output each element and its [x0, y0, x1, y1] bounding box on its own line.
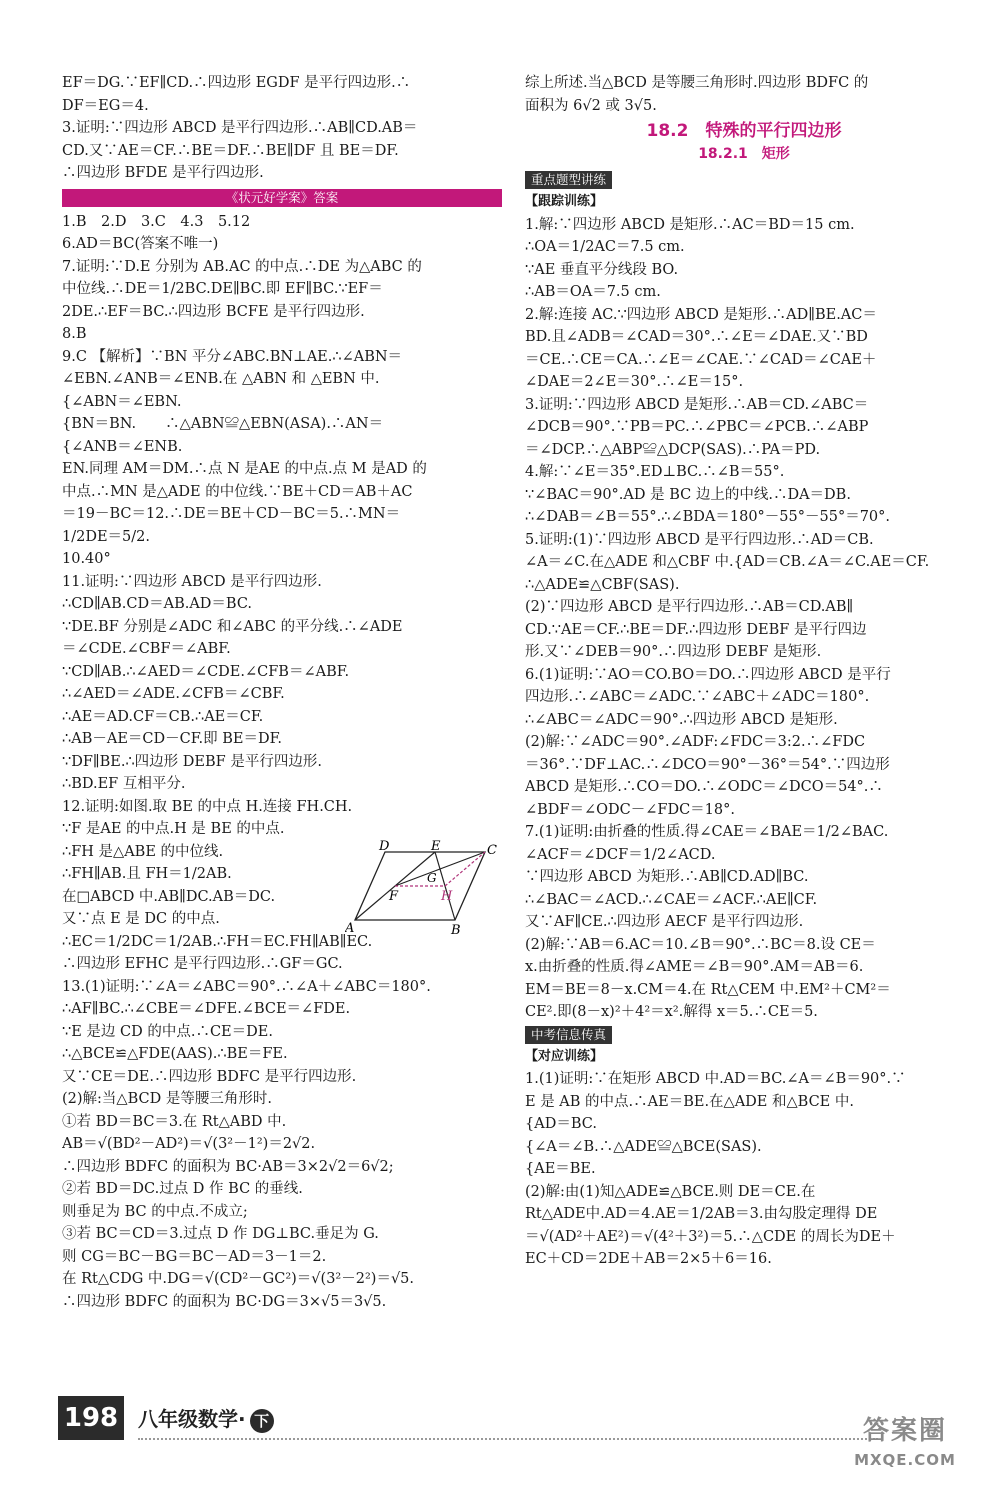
text-line: ∴四边形 BDFC 的面积为 BC·DG＝3×√5＝3√5.: [62, 1293, 387, 1310]
tracking-training-label: 【跟踪训练】: [525, 194, 604, 209]
text-line: ∠A＝∠C.在△ADE 和△CBF 中.{AD＝CB.∠A＝∠C.AE＝CF.: [525, 554, 930, 570]
text-line: {BN＝BN. ∴△ABN≌△EBN(ASA).∴AN＝: [62, 416, 384, 432]
watermark-url: MXQE.COM: [854, 1451, 956, 1469]
text-line: 10.40°: [62, 551, 111, 567]
text-line: ＝CE.∴CE＝CA.∴∠E＝∠CAE.∵∠CAD＝∠CAE＋: [525, 351, 877, 368]
left-part-a: [62, 72, 502, 185]
text-line: ∴CD∥AB.CD＝AB.AD＝BC.: [62, 596, 253, 612]
text-line: ∠DCB＝90°.∵PB＝PC.∴∠PBC＝∠PCB.∴∠ABP: [525, 419, 869, 435]
text-line: 则垂足为 BC 的中点.不成立;: [62, 1203, 248, 1220]
text-line: ③若 BC＝CD＝3.过点 D 作 DG⊥BC.垂足为 G.: [62, 1226, 379, 1242]
text-line: ∴△BCE≌△FDE(AAS).∴BE＝FE.: [62, 1046, 288, 1062]
text-line: (2)解:∵AB＝6.AC＝10.∠B＝90°.∴BC＝8.设 CE＝: [525, 936, 876, 953]
text-line: 1.(1)证明:∵在矩形 ABCD 中.AD＝BC.∠A＝∠B＝90°.∵: [525, 1071, 906, 1087]
text-line: ∵∠BAC＝90°.AD 是 BC 边上的中线.∴DA＝DB.: [525, 486, 851, 503]
label-a: A: [345, 921, 355, 936]
label-b: B: [451, 923, 461, 938]
text-line: E 是 AB 的中点.∴AE＝BE.在△ADE 和△BCE 中.: [525, 1093, 854, 1110]
text-line: 6.AD＝BC(答案不唯一): [62, 236, 219, 252]
text-line: ∵DF∥BE.∴四边形 DEBF 是平行四边形.: [62, 753, 322, 770]
text-line: 在□ABCD 中.AB∥DC.AB＝DC.: [62, 888, 276, 905]
left-part-b: [62, 211, 502, 1314]
text-line: (2)解:由(1)知△ADE≌△BCE.则 DE＝CE.在: [525, 1183, 816, 1200]
key-exercise-tag: 重点题型讲练: [525, 171, 612, 189]
text-line: CD.∵AE＝CF.∴BE＝DF.∴四边形 DEBF 是平行四边: [525, 621, 867, 638]
text-line: 12.证明:如图.取 BE 的中点 H.连接 FH.CH.: [62, 798, 353, 815]
right-part-a: [525, 72, 963, 117]
text-line: x.由折叠的性质.得∠AME＝∠B＝90°.AM＝AB＝6.: [525, 959, 864, 975]
text-line: ∴FH 是△ABE 的中位线.: [62, 843, 224, 860]
text-line: 在 Rt△CDG 中.DG＝√(CD²－GC²)＝√(3²－2²)＝√5.: [62, 1271, 415, 1287]
text-line: 8.B: [62, 326, 87, 342]
text-line: {AE＝BE.: [525, 1161, 596, 1177]
text-line: ∵DE.BF 分别是∠ADC 和∠ABC 的平分线.∴∠ADE: [62, 618, 403, 635]
footer-divider: [138, 1438, 878, 1440]
book-title-text: 八年级数学·: [138, 1407, 246, 1431]
text-line: 5.证明:(1)∵四边形 ABCD 是平行四边形.∴AD＝CB.: [525, 531, 874, 548]
left-column: [62, 72, 502, 1313]
text-line: 6.(1)证明:∵AO＝CO.BO＝DO.∴四边形 ABCD 是平行: [525, 666, 891, 683]
text-line: ∵四边形 ABCD 为矩形.∴AB∥CD.AD∥BC.: [525, 869, 809, 885]
text-line: CD.又∵AE＝CF.∴BE＝DF.∴BE∥DF 且 BE＝DF.: [62, 142, 399, 159]
text-line: Rt△ADE中.AD＝4.AE＝1/2AB＝3.由勾股定理得 DE: [525, 1206, 878, 1222]
text-line: 2.解:连接 AC.∵四边形 ABCD 是矩形.∴AD∥BE.AC＝: [525, 306, 877, 323]
text-line: DF＝EG＝4.: [62, 97, 149, 114]
page-footer: [58, 1396, 958, 1446]
label-g: G: [427, 871, 437, 885]
text-line: BD.且∠ADB＝∠CAD＝30°.∴∠E＝∠DAE.又∵BD: [525, 329, 868, 345]
label-e: E: [431, 840, 441, 854]
text-line: ∴△ADE≌△CBF(SAS).: [525, 576, 680, 593]
text-line: {∠ABN＝∠EBN.: [62, 393, 182, 410]
text-line: 4.解:∵∠E＝35°.ED⊥BC.∴∠B＝55°.: [525, 464, 785, 480]
answer-banner: 《状元好学案》答案: [62, 189, 502, 207]
text-line: 1.B 2.D 3.C 4.3 5.12: [62, 213, 251, 230]
text-line: ∠ACF＝∠DCF＝1/2∠ACD.: [525, 846, 716, 863]
text-line: ∵CD∥AB.∴∠AED＝∠CDE.∠CFB＝∠ABF.: [62, 663, 350, 680]
text-line: ＝∠CDE.∠CBF＝∠ABF.: [62, 641, 231, 657]
subsection-title: 18.2.1 矩形: [698, 146, 790, 162]
text-line: 7.证明:∵D.E 分别为 AB.AC 的中点.∴DE 为△ABC 的: [62, 258, 422, 275]
text-line: ∴FH∥AB.且 FH＝1/2AB.: [62, 866, 232, 882]
text-line: CE².即(8－x)²＋4²＝x².解得 x＝5.∴CE＝5.: [525, 1004, 818, 1020]
text-line: ∴AB＝OA＝7.5 cm.: [525, 284, 661, 300]
page-number: 198: [58, 1396, 124, 1440]
segment-hc: [445, 852, 485, 886]
text-line: 则 CG＝BC－BG＝BC－AD＝3－1＝2.: [62, 1248, 327, 1265]
text-line: 又∵点 E 是 DC 的中点.: [62, 911, 220, 927]
watermark-logo: 答案圈: [862, 1416, 947, 1446]
text-line: ∴AB－AE＝CD－CF.即 BE＝DF.: [62, 731, 283, 747]
text-line: EN.同理 AM＝DM.∴点 N 是AE 的中点.点 M 是AD 的: [62, 461, 427, 477]
text-line: ∴∠ABC＝∠ADC＝90°.∴四边形 ABCD 是矩形.: [525, 711, 838, 728]
text-line: ABCD 是矩形.∴CO＝DO.∴∠ODC＝∠DCO＝54°.∴: [525, 779, 883, 795]
text-line: ∴四边形 BFDE 是平行四边形.: [62, 165, 264, 181]
text-line: EC＋CD＝2DE＋AB＝2×5＋6＝16.: [525, 1251, 772, 1267]
text-line: ∴AF∥BC.∴∠CBE＝∠DFE.∠BCE＝∠FDE.: [62, 1001, 351, 1017]
text-line: 13.(1)证明:∵∠A＝∠ABC＝90°.∴∠A＋∠ABC＝180°.: [62, 978, 431, 995]
text-line: 3.证明:∵四边形 ABCD 是矩形.∴AB＝CD.∠ABC＝: [525, 396, 869, 413]
text-line: ①若 BD＝BC＝3.在 Rt△ABD 中.: [62, 1113, 287, 1130]
text-line: ∠EBN.∠ANB＝∠ENB.在 △ABN 和 △EBN 中.: [62, 371, 380, 387]
text-line: ＝∠DCP.∴△ABP≌△DCP(SAS).∴PA＝PD.: [525, 441, 821, 458]
text-line: {∠ANB＝∠ENB.: [62, 438, 183, 455]
corresponding-training-label: 【对应训练】: [525, 1048, 604, 1064]
watermark: [830, 1410, 980, 1469]
text-line: ∴EC＝1/2DC＝1/2AB.∴FH＝EC.FH∥AB∥EC.: [62, 933, 373, 950]
right-column: [525, 72, 963, 1271]
text-line: 1/2DE＝5/2.: [62, 528, 150, 545]
text-line: ∴四边形 BDFC 的面积为 BC·AB＝3×2√2＝6√2;: [62, 1158, 394, 1175]
text-line: ＝36°.∵DF⊥AC.∴∠DCO＝90°－36°＝54°.∵四边形: [525, 756, 890, 773]
text-line: 1.解:∵四边形 ABCD 是矩形.∴AC＝BD＝15 cm.: [525, 216, 855, 233]
right-part-b: [525, 214, 963, 1024]
exam-info-tag: 中考信息传真: [525, 1026, 612, 1044]
text-line: 形.又∵∠DEB＝90°.∴四边形 DEBF 是矩形.: [525, 644, 822, 660]
text-line: ∴∠BAC＝∠ACD.∴∠CAE＝∠ACF.∴AE∥CF.: [525, 891, 818, 908]
text-line: (2)解:当△BCD 是等腰三角形时.: [62, 1091, 272, 1107]
label-h: H: [441, 889, 453, 904]
text-line: ∴∠DAB＝∠B＝55°.∴∠BDA＝180°－55°－55°＝70°.: [525, 509, 891, 525]
text-line: AB＝√(BD²－AD²)＝√(3²－1²)＝2√2.: [62, 1136, 316, 1152]
text-line: ∵F 是AE 的中点.H 是 BE 的中点.: [62, 821, 285, 837]
text-line: EF＝DG.∵EF∥CD.∴四边形 EGDF 是平行四边形.∴: [62, 75, 411, 91]
text-line: {AD＝BC.: [525, 1116, 597, 1132]
label-c: C: [487, 843, 497, 858]
volume-badge: 下: [250, 1409, 274, 1433]
text-line: 又∵AF∥CE.∴四边形 AECF 是平行四边形.: [525, 914, 804, 930]
text-line: 9.C 【解析】∵BN 平分∠ABC.BN⊥AE.∴∠ABN＝: [62, 348, 403, 365]
text-line: ∴AE＝AD.CF＝CB.∴AE＝CF.: [62, 708, 264, 725]
text-line: 四边形.∴∠ABC＝∠ADC.∵∠ABC＋∠ADC＝180°.: [525, 689, 870, 705]
text-line: ∴BD.EF 互相平分.: [62, 776, 186, 792]
text-line: 中点.∴MN 是△ADE 的中位线.∵BE＋CD＝AB＋AC: [62, 483, 413, 500]
text-line: ∵E 是边 CD 的中点.∴CE＝DE.: [62, 1023, 273, 1040]
text-line: {∠A＝∠B.∴△ADE≌△BCE(SAS).: [525, 1138, 762, 1155]
label-d: D: [379, 840, 390, 854]
book-title: [138, 1403, 274, 1433]
text-line: ∠DAE＝2∠E＝30°.∴∠E＝15°.: [525, 374, 744, 390]
text-line: 综上所述.当△BCD 是等腰三角形时.四边形 BDFC 的: [525, 75, 869, 91]
text-line: ∴OA＝1/2AC＝7.5 cm.: [525, 239, 685, 255]
text-line: ②若 BD＝DC.过点 D 作 BC 的垂线.: [62, 1181, 303, 1197]
text-line: 又∵CE＝DE.∴四边形 BDFC 是平行四边形.: [62, 1068, 357, 1085]
text-line: ＝19－BC＝12.∴DE＝BE＋CD－BC＝5.∴MN＝: [62, 506, 401, 522]
text-line: ∵AE 垂直平分线段 BO.: [525, 261, 679, 278]
text-line: ∴∠AED＝∠ADE.∠CFB＝∠CBF.: [62, 686, 285, 702]
text-line: 面积为 6√2 或 3√5.: [525, 97, 657, 114]
text-line: EM＝BE＝8－x.CM＝4.在 Rt△CEM 中.EM²＋CM²＝: [525, 981, 891, 998]
text-line: 11.证明:∵四边形 ABCD 是平行四边形.: [62, 573, 322, 590]
text-line: (2)∵四边形 ABCD 是平行四边形.∴AB＝CD.AB∥: [525, 599, 854, 615]
text-line: ∴四边形 EFHC 是平行四边形.∴GF＝GC.: [62, 956, 343, 972]
segment-fc: [395, 852, 485, 886]
text-line: 2DE.∴EF＝BC.∴四边形 BCFE 是平行四边形.: [62, 303, 365, 320]
label-f: F: [389, 889, 399, 904]
text-line: 3.证明:∵四边形 ABCD 是平行四边形.∴AB∥CD.AB＝: [62, 120, 418, 136]
section-title: 18.2 特殊的平行四边形: [646, 121, 842, 141]
text-line: ＝√(AD²＋AE²)＝√(4²＋3²)＝5.∴△CDE 的周长为DE＋: [525, 1228, 896, 1245]
right-part-c: [525, 1068, 963, 1271]
text-line: 中位线.∴DE＝1/2BC.DE∥BC.即 EF∥BC.∵EF＝: [62, 281, 383, 297]
text-line: (2)解:∵∠ADC＝90°.∠ADF:∠FDC＝3:2.∴∠FDC: [525, 734, 866, 750]
text-line: ∠BDF＝∠ODC－∠FDC＝18°.: [525, 801, 735, 818]
text-line: 7.(1)证明:由折叠的性质.得∠CAE＝∠BAE＝1/2∠BAC.: [525, 824, 889, 840]
parallelogram-figure: [345, 840, 505, 940]
